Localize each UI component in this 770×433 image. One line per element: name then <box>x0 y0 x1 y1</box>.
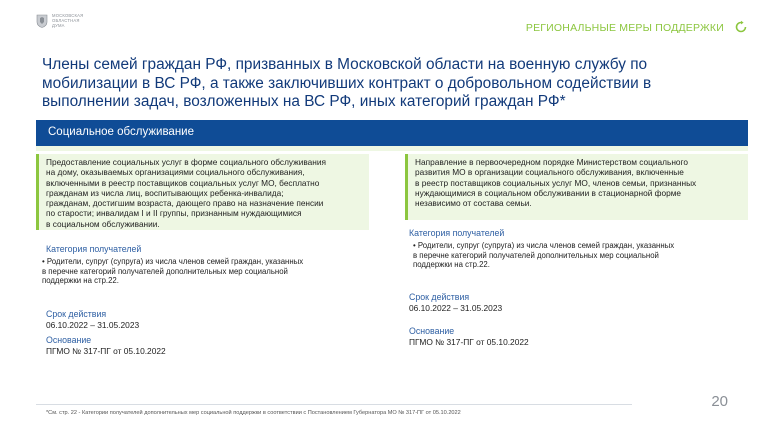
category-text-right <box>413 241 674 270</box>
category-line: поддержки на стр.22. <box>413 260 490 270</box>
category-label-left: Категория получателей <box>46 244 142 254</box>
term-value-left: 06.10.2022 – 31.05.2023 <box>46 320 140 330</box>
card-line: по старости; инвалидам I и II группы, признанным нуждающимися <box>46 208 302 219</box>
category-line: в перечне категорий получателей дополнительных мер социальной <box>413 250 659 260</box>
logo-line: ДУМА <box>52 23 65 28</box>
footer-divider <box>36 404 632 405</box>
service-card-right <box>405 154 748 220</box>
card-line: гражданам, достигшим возраста, дающего право на назначение пенсии <box>46 198 324 209</box>
card-line: гражданам из числа лиц, воспитывающих ребенка-инвалида; <box>46 187 284 198</box>
card-line: включенными в реестр поставщиков социальных услуг МО, бесплатно <box>46 177 320 188</box>
card-line: Предоставление социальных услуг в форме социального обслуживания <box>46 157 326 167</box>
section-band <box>36 120 748 146</box>
band-title: Социальное обслуживание <box>48 126 195 138</box>
coat-of-arms-icon <box>36 14 48 28</box>
card-line: независимо от состава семьи. <box>415 198 532 209</box>
logo <box>36 13 83 28</box>
footnote: *См. стр. 22 - Категории получателей дополнительных мер социальной поддержки в соответствии с Постановлением Губернатора МО № 317-ПГ от 05.10.2022 <box>46 410 461 416</box>
page-title: Члены семей граждан РФ, призванных в Московской области на военную службу по мобилизации в ВС РФ, а также заключивших контракт о добровольном содействии в выполнении задач, возложенных на ВС РФ, иных категорий граждан РФ* <box>42 56 652 110</box>
logo-line: МОСКОВСКАЯ <box>52 13 84 18</box>
card-line: развития МО в организации социального обслуживания, включенные <box>415 167 684 178</box>
band-strip <box>36 146 748 151</box>
category-line: • Родители, супруг (супруга) из числа членов семей граждан, указанных <box>42 257 304 266</box>
logo-line: ОБЛАСТНАЯ <box>52 18 80 23</box>
refresh-icon <box>734 20 748 34</box>
category-line: поддержки на стр.22. <box>42 276 119 286</box>
category-label-right: Категория получателей <box>409 228 505 238</box>
page-number: 20 <box>711 393 728 410</box>
category-line: в перечне категорий получателей дополнительных мер социальной <box>42 266 288 276</box>
term-label-right: Срок действия <box>409 292 470 302</box>
category-line: • Родители, супруг (супруга) из числа членов семей граждан, указанных <box>413 241 675 250</box>
card-line: на дому, оказываемых организациями социального обслуживания, <box>46 167 305 178</box>
basis-label-right: Основание <box>409 326 455 336</box>
basis-label-left: Основание <box>46 335 92 345</box>
basis-value-right: ПГМО № 317-ПГ от 05.10.2022 <box>409 337 529 347</box>
card-line: Направление в первоочередном порядке Министерством социального <box>415 157 688 167</box>
card-line: в реестр поставщиков социальных услуг МО, членов семьи, признанных <box>415 177 697 188</box>
basis-value-left: ПГМО № 317-ПГ от 05.10.2022 <box>46 346 166 356</box>
logo-text <box>52 13 83 28</box>
section-label: РЕГИОНАЛЬНЫЕ МЕРЫ ПОДДЕРЖКИ <box>525 22 724 34</box>
card-line: нуждающимися в социальном обслуживании в стационарной форме <box>415 187 682 198</box>
category-text-left <box>42 257 303 286</box>
card-line: в социальном обслуживании. <box>46 218 160 229</box>
service-card-left <box>36 154 369 230</box>
term-value-right: 06.10.2022 – 31.05.2023 <box>409 303 503 313</box>
term-label-left: Срок действия <box>46 309 107 319</box>
